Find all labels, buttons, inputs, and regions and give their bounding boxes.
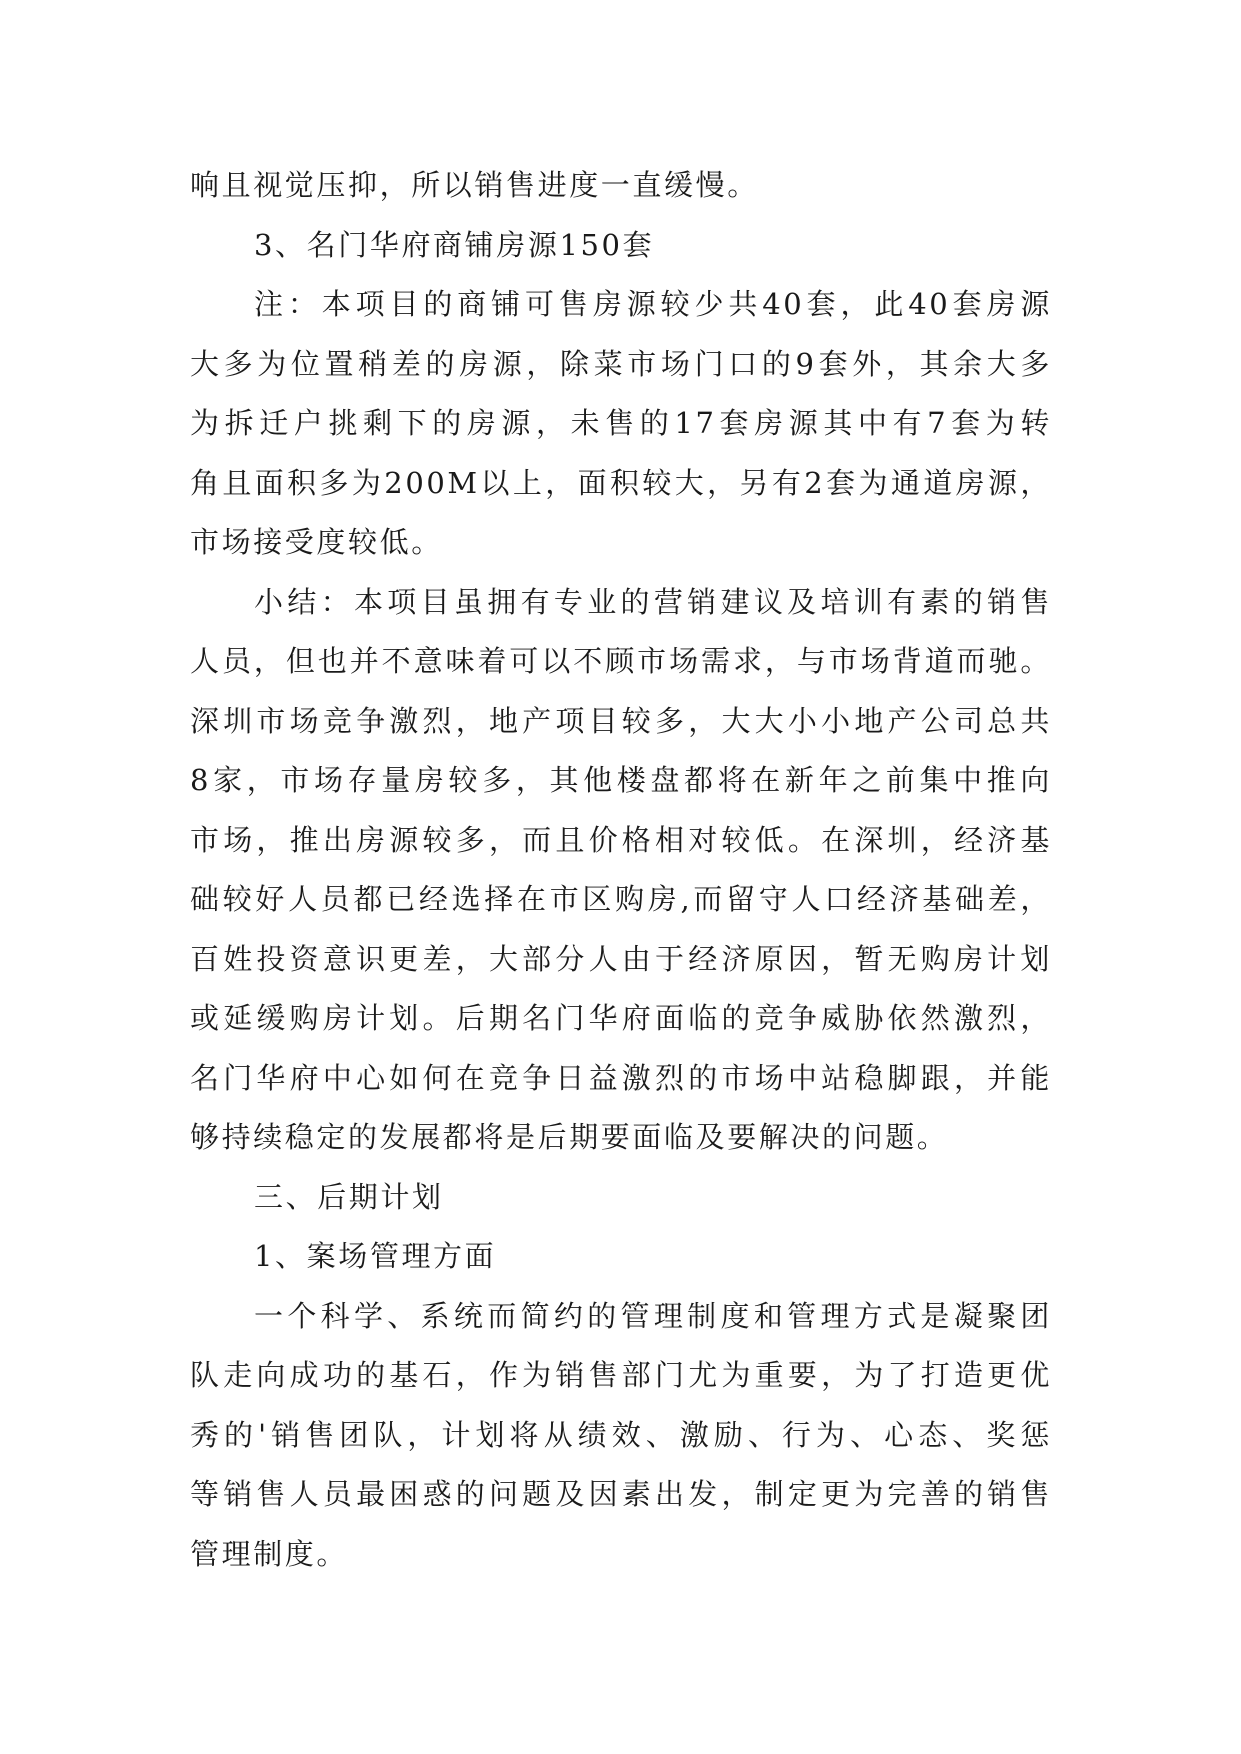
text-line: 市场，推出房源较多，而且价格相对较低。在深圳，经济基: [190, 822, 1052, 857]
text-line: 人员，但也并不意味着可以不顾市场需求，与市场背道而驰。: [190, 644, 1052, 678]
text-line: 础较好人员都已经选择在市区购房,而留守人口经济基础差，: [190, 882, 1052, 916]
text-line: 一个科学、系统而简约的管理制度和管理方式是凝聚团: [254, 1298, 1052, 1333]
text-line: 角且面积多为200M以上，面积较大，另有2套为通道房源，: [190, 465, 1052, 500]
text-line: 名门华府中心如何在竞争日益激烈的市场中站稳脚跟，并能: [190, 1060, 1052, 1095]
text-line: 队走向成功的基石，作为销售部门尤为重要，为了打造更优: [190, 1358, 1052, 1392]
text-line: 为拆迁户挑剩下的房源，未售的17套房源其中有7套为转: [190, 406, 1052, 440]
text-line: 够持续稳定的发展都将是后期要面临及要解决的问题。: [190, 1120, 949, 1154]
text-line: 大多为位置稍差的房源，除菜市场门口的9套外，其余大多: [190, 346, 1052, 381]
text-line: 百姓投资意识更差，大部分人由于经济原因，暂无购房计划: [190, 941, 1052, 976]
text-line: 小结：本项目虽拥有专业的营销建议及培训有素的销售: [254, 584, 1052, 619]
text-line: 三、后期计划: [254, 1179, 444, 1214]
text-line: 1、案场管理方面: [254, 1239, 497, 1273]
text-line: 等销售人员最困惑的问题及因素出发，制定更为完善的销售: [190, 1477, 1052, 1511]
text-line: 管理制度。: [190, 1536, 349, 1571]
text-line: 3、名门华府商铺房源150套: [254, 227, 655, 262]
text-line: 响且视觉压抑，所以销售进度一直缓慢。: [190, 168, 759, 202]
body-text: [190, 156, 1052, 1584]
text-line: 或延缓购房计划。后期名门华府面临的竞争威胁依然激烈，: [190, 1001, 1052, 1035]
text-line: 秀的'销售团队，计划将从绩效、激励、行为、心态、奖惩: [190, 1417, 1052, 1452]
text-line: 市场接受度较低。: [190, 525, 443, 559]
text-line: 深圳市场竞争激烈，地产项目较多，大大小小地产公司总共: [190, 703, 1052, 738]
text-line: 注：本项目的商铺可售房源较少共40套，此40套房源: [254, 287, 1052, 321]
text-line: 8家，市场存量房较多，其他楼盘都将在新年之前集中推向: [190, 763, 1052, 797]
